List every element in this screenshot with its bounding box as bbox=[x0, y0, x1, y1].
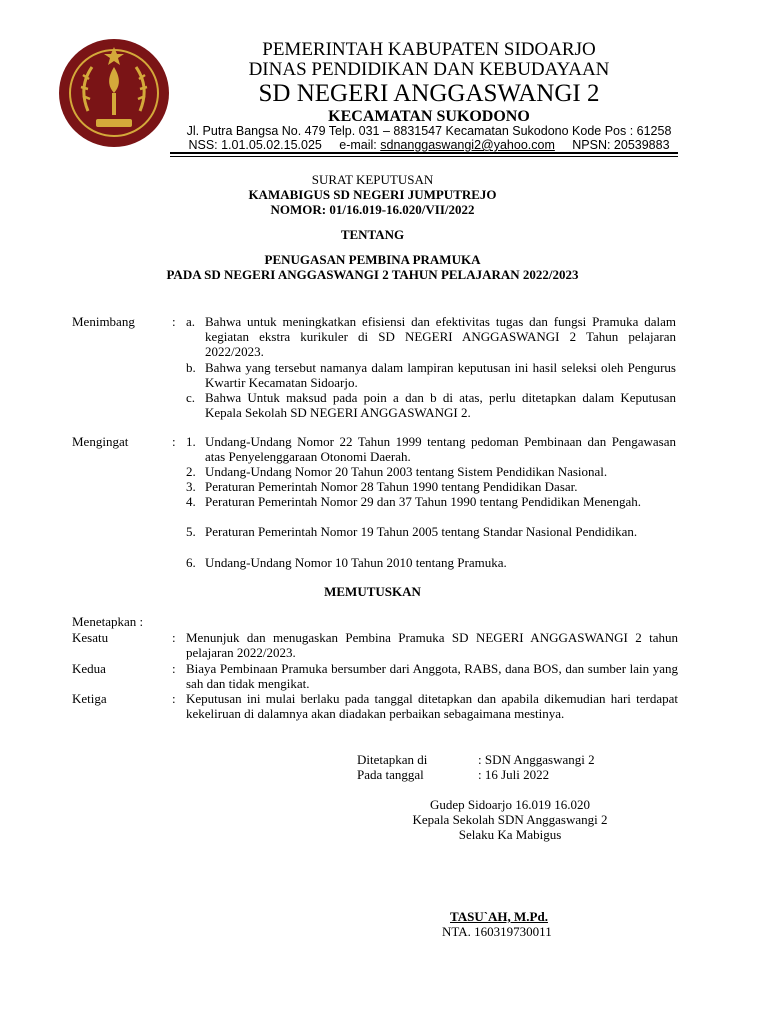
menimbang-item-b: Bahwa yang tersebut namanya dalam lampiran keputusan ini hasil seleksi oleh Pengurus Kwartir Kecamatan Sidoarjo. bbox=[205, 360, 676, 390]
subject-line-2: PADA SD NEGERI ANGGASWANGI 2 TAHUN PELAJARAN 2022/2023 bbox=[166, 267, 579, 282]
mengingat-bullet-6: 6. bbox=[186, 555, 196, 570]
kedua-label: Kedua bbox=[72, 661, 106, 676]
subject-line-1: PENUGASAN PEMBINA PRAMUKA bbox=[264, 252, 481, 267]
mengingat-label: Mengingat bbox=[72, 434, 129, 449]
email-label: e-mail: bbox=[339, 138, 377, 152]
kedua-colon: : bbox=[172, 661, 176, 676]
letterhead-contact bbox=[170, 138, 688, 152]
memutuskan-heading: MEMUTUSKAN bbox=[324, 584, 421, 599]
signer-position: Kepala Sekolah SDN Anggaswangi 2 bbox=[412, 812, 608, 827]
document-number: NOMOR: 01/16.019-16.020/VII/2022 bbox=[270, 202, 475, 217]
letterhead-government: PEMERINTAH KABUPATEN SIDOARJO bbox=[262, 39, 596, 60]
menimbang-item-a: Bahwa untuk meningkatkan efisiensi dan efektivitas tugas dan fungsi Pramuka dalam kegiatan ekstra kurikuler di SD NEGERI ANGGASWANGI 2 Tahun pelajaran 2022/2023. bbox=[205, 314, 676, 359]
mengingat-item-4: Peraturan Pemerintah Nomor 29 dan 37 Tahun 1990 tentang Pendidikan Menengah. bbox=[205, 494, 642, 509]
menimbang-bullet-b: b. bbox=[186, 360, 196, 375]
gerakan-pramuka-logo bbox=[58, 37, 170, 149]
mengingat-bullet-3: 3. bbox=[186, 479, 196, 494]
menimbang-bullet-c: c. bbox=[186, 390, 196, 405]
nss-number: NSS: 1.01.05.02.15.025 bbox=[188, 138, 322, 152]
mengingat-bullet-2: 2. bbox=[186, 464, 196, 479]
document-issuer: KAMABIGUS SD NEGERI JUMPUTREJO bbox=[248, 187, 497, 202]
menetapkan-label: Menetapkan : bbox=[72, 614, 144, 629]
kesatu-colon: : bbox=[172, 630, 176, 645]
mengingat-item-5: Peraturan Pemerintah Nomor 19 Tahun 2005 tentang Standar Nasional Pendidikan. bbox=[205, 524, 638, 539]
npsn-number: NPSN: 20539883 bbox=[572, 138, 670, 152]
kesatu-text: Menunjuk dan menugaskan Pembina Pramuka SD NEGERI ANGGASWANGI 2 tahun pelajaran 2022/2023. bbox=[186, 630, 678, 660]
mengingat-item-3: Peraturan Pemerintah Nomor 28 Tahun 1990 tentang Pendidikan Dasar. bbox=[205, 479, 578, 494]
ketiga-label: Ketiga bbox=[72, 691, 107, 706]
email-link[interactable]: sdnanggaswangi2@yahoo.com bbox=[380, 138, 555, 152]
letterhead-district: KECAMATAN SUKODONO bbox=[328, 108, 530, 125]
mengingat-bullet-4: 4. bbox=[186, 494, 196, 509]
mengingat-bullet-5: 5. bbox=[186, 524, 196, 539]
letterhead-department: DINAS PENDIDIKAN DAN KEBUDAYAAN bbox=[248, 59, 610, 80]
menimbang-bullet-a: a. bbox=[186, 314, 196, 329]
mengingat-item-2: Undang-Undang Nomor 20 Tahun 2003 tentang Sistem Pendidikan Nasional. bbox=[205, 464, 608, 479]
ketiga-text: Keputusan ini mulai berlaku pada tanggal ditetapkan dan apabila dikemudian hari terdapat kekeliruan di dalamnya akan diadakan perbaikan sebagaimana mestinya. bbox=[186, 691, 678, 721]
signer-nta: NTA. 160319730011 bbox=[442, 924, 552, 939]
tanggal-label: Pada tanggal bbox=[357, 767, 424, 782]
mengingat-item-6: Undang-Undang Nomor 10 Tahun 2010 tentang Pramuka. bbox=[205, 555, 507, 570]
about-heading: TENTANG bbox=[340, 227, 405, 242]
menimbang-item-c: Bahwa Untuk maksud pada poin a dan b di atas, perlu ditetapkan dalam Keputusan Kepala Sekolah SD NEGERI ANGGASWANGI 2. bbox=[205, 390, 676, 420]
mengingat-item-1: Undang-Undang Nomor 22 Tahun 1999 tentang pedoman Pembinaan dan Pengawasan atas Penyelenggaraan Otonomi Daerah. bbox=[205, 434, 676, 464]
mengingat-bullet-1: 1. bbox=[186, 434, 196, 449]
ditetapkan-value: : SDN Anggaswangi 2 bbox=[478, 752, 595, 767]
kedua-text: Biaya Pembinaan Pramuka bersumber dari Anggota, RABS, dana BOS, dan sumber lain yang sah dan tidak mengikat. bbox=[186, 661, 678, 691]
letterhead-school-name: SD NEGERI ANGGASWANGI 2 bbox=[258, 80, 600, 107]
menimbang-label: Menimbang bbox=[72, 314, 135, 329]
signer-role: Selaku Ka Mabigus bbox=[458, 827, 562, 842]
signer-name: TASU`AH, M.Pd. bbox=[450, 909, 548, 924]
gudep-line: Gudep Sidoarjo 16.019 16.020 bbox=[430, 797, 590, 812]
document-type: SURAT KEPUTUSAN bbox=[311, 172, 434, 187]
kesatu-label: Kesatu bbox=[72, 630, 109, 645]
menimbang-colon: : bbox=[172, 314, 176, 329]
tanggal-value: : 16 Juli 2022 bbox=[478, 767, 550, 782]
letterhead-rule-thick bbox=[170, 152, 678, 154]
letterhead-address: Jl. Putra Bangsa No. 479 Telp. 031 – 8831547 Kecamatan Sukodono Kode Pos : 61258 bbox=[186, 124, 672, 138]
mengingat-colon: : bbox=[172, 434, 176, 449]
ditetapkan-label: Ditetapkan di bbox=[357, 752, 428, 767]
ketiga-colon: : bbox=[172, 691, 176, 706]
letterhead-rule-thin bbox=[170, 156, 678, 157]
